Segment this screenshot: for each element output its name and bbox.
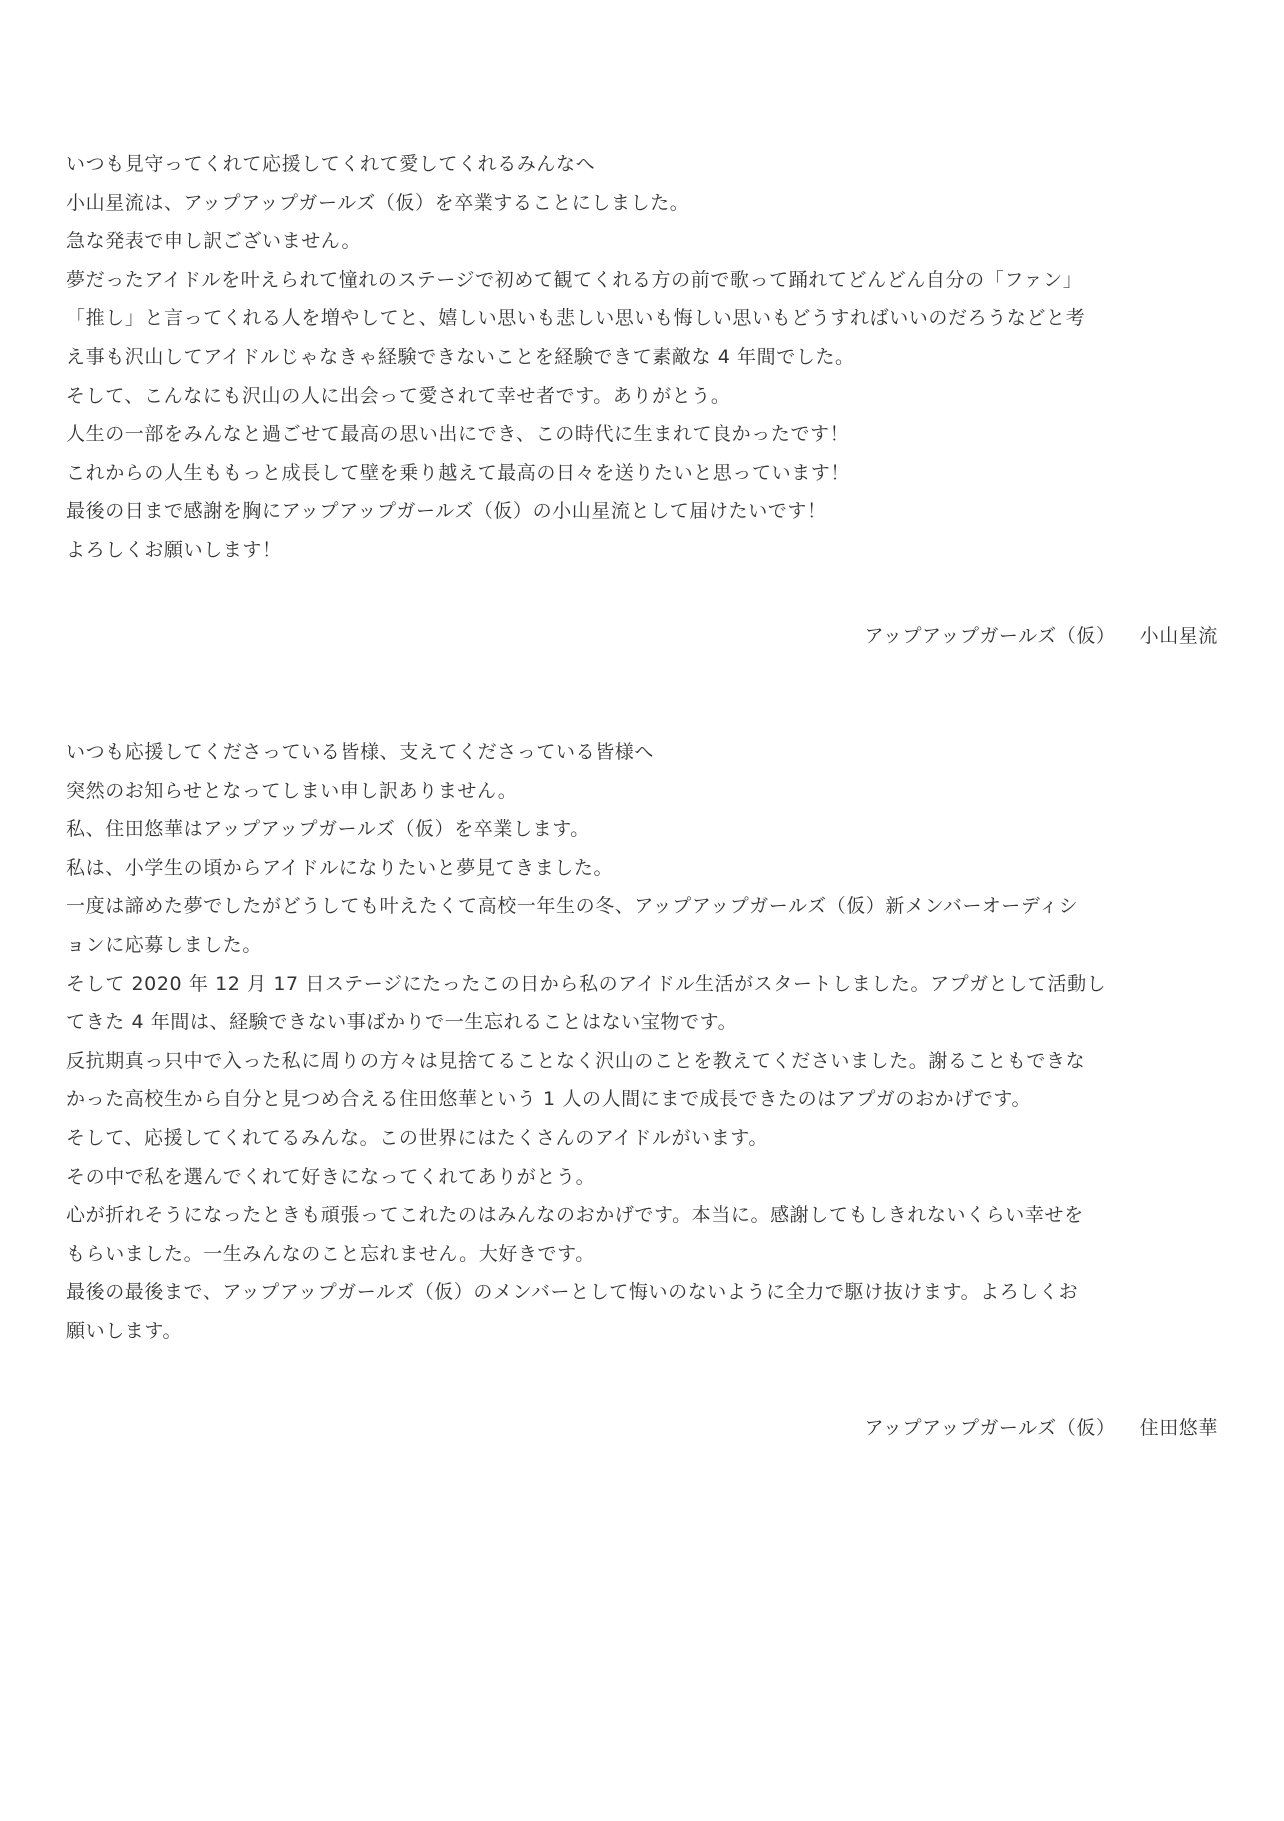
letter-line: そして、こんなにも沢山の人に出会って愛されて幸せ者です。ありがとう。 [66,384,731,407]
signature-name: 住田悠華 [1139,1417,1218,1439]
letter-line: 「推し」と言ってくれる人を増やしてと、嬉しい思いも悲しい思いも悔しい思いもどうすればいいのだろうなどと考 [66,307,1086,330]
letter-line: 人生の一部をみんなと過ごせて最高の思い出にでき、この時代に生まれて良かったです！ [66,423,850,446]
letter-line: そして、応援してくれてるみんな。この世界にはたくさんのアイドルがいます。 [66,1126,768,1149]
letter-line: 急な発表で申し訳ございません。 [66,230,362,253]
signature-koyama [865,621,1218,648]
letter-line: 突然のお知らせとなってしまい申し訳ありません。 [66,779,518,802]
signature-group: アップアップガールズ（仮） [864,625,1116,647]
letter-line: 願いします。 [66,1319,183,1342]
letter-line: 最後の最後まで、アップアップガールズ（仮）のメンバーとして悔いのないように全力で駆け抜けます。よろしくお [66,1281,1079,1304]
letter-line: 心が折れそうになったときも頑張ってこれたのはみんなのおかげです。本当に。感謝してもしきれないくらい幸せを [66,1204,1084,1227]
letter-koyama [66,145,1216,570]
letter-sumida [66,733,1216,1351]
letter-line: ョンに応募しました。 [66,933,263,956]
letter-line: 夢だったアイドルを叶えられて憧れのステージで初めて観てくれる方の前で歌って踊れてどんどん自分の「ファン」 [66,268,1083,291]
letter-line: いつも見守ってくれて応援してくれて愛してくれるみんなへ [66,153,596,175]
letter-line: え事も沢山してアイドルじゃなきゃ経験できないことを経験できて素敵な 4 年間でした。 [66,345,855,368]
signature-name: 小山星流 [1139,625,1218,647]
letter-line: その中で私を選んでくれて好きになってくれてありがとう。 [66,1165,596,1188]
letter-line: よろしくお願いします！ [66,538,282,561]
letter-line: 私、住田悠華はアップアップガールズ（仮）を卒業します。 [66,818,590,841]
letter-line: これからの人生ももっと成長して壁を乗り越えて最高の日々を送りたいと思っています！ [66,461,851,484]
letter-line: もらいました。一生みんなのこと忘れません。大好きです。 [66,1242,595,1265]
letter-line: てきた 4 年間は、経験できない事ばかりで一生忘れることはない宝物です。 [66,1011,738,1034]
letter-line: 私は、小学生の頃からアイドルになりたいと夢見てきました。 [66,856,614,879]
signature-group: アップアップガールズ（仮） [864,1417,1116,1439]
letter-line: 最後の日まで感謝を胸にアップアップガールズ（仮）の小山星流として届けたいです！ [66,500,827,523]
letter-line: 反抗期真っ只中で入った私に周りの方々は見捨てることなく沢山のことを教えてくださいました。謝ることもできな [66,1049,1086,1072]
signature-sumida [865,1413,1218,1440]
letter-line: いつも応援してくださっている皆様、支えてくださっている皆様へ [66,741,655,763]
letter-line: かった高校生から自分と見つめ合える住田悠華という 1 人の人間にまで成長できたのはアプガのおかげです。 [66,1088,1032,1111]
letter-line: 小山星流は、アップアップガールズ（仮）を卒業することにしました。 [66,191,690,214]
letter-line: 一度は諦めた夢でしたがどうしても叶えたくて高校一年生の冬、アップアップガールズ（仮）新メンバーオーディシ [66,895,1079,918]
letter-line: そして 2020 年 12 月 17 日ステージにたったこの日から私のアイドル生活がスタートしました。アプガとして活動し [66,972,1107,995]
